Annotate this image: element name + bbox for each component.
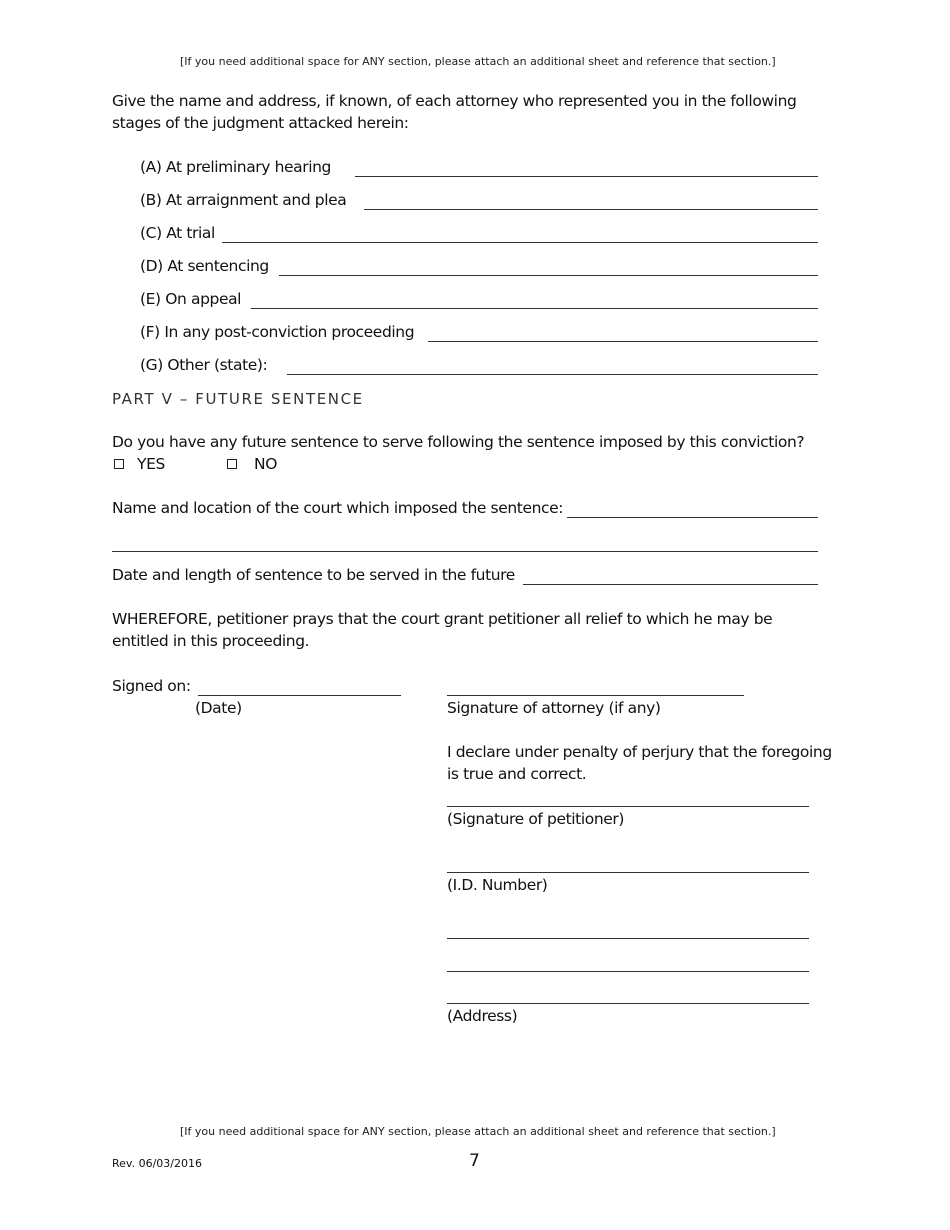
court-field[interactable] [567, 517, 818, 518]
intro-line-2: stages of the judgment attacked herein: [112, 114, 409, 132]
intro-line-1: Give the name and address, if known, of each attorney who represented you in the following [112, 92, 797, 110]
stage-a-label: (A) At preliminary hearing [140, 158, 331, 176]
id-number-field[interactable] [447, 872, 809, 873]
attorney-signature-field[interactable] [447, 695, 744, 696]
stage-g-field[interactable] [287, 374, 818, 375]
wherefore-line-2: entitled in this proceeding. [112, 632, 310, 650]
address-caption: (Address) [447, 1007, 518, 1025]
stage-d-field[interactable] [279, 275, 818, 276]
stage-f-label: (F) In any post-conviction proceeding [140, 323, 415, 341]
page-number: 7 [469, 1151, 480, 1171]
signed-date-field[interactable] [198, 695, 401, 696]
court-field-continued[interactable] [112, 551, 818, 552]
address-field-1[interactable] [447, 938, 809, 939]
stage-f-field[interactable] [428, 341, 818, 342]
address-field-3[interactable] [447, 1003, 809, 1004]
date-caption: (Date) [195, 699, 242, 717]
declaration-line-2: is true and correct. [447, 765, 587, 783]
petitioner-signature-caption: (Signature of petitioner) [447, 810, 625, 828]
stage-d-label: (D) At sentencing [140, 257, 269, 275]
header-note: [If you need additional space for ANY section, please attach an additional sheet and reference that section.] [180, 55, 776, 68]
date-length-label: Date and length of sentence to be served in the future [112, 566, 515, 584]
stage-e-field[interactable] [251, 308, 818, 309]
id-number-caption: (I.D. Number) [447, 876, 548, 894]
date-length-field[interactable] [523, 584, 818, 585]
stage-c-field[interactable] [222, 242, 818, 243]
petitioner-signature-field[interactable] [447, 806, 809, 807]
yes-label: YES [137, 455, 165, 473]
court-label: Name and location of the court which imposed the sentence: [112, 499, 564, 517]
address-field-2[interactable] [447, 971, 809, 972]
yes-checkbox[interactable] [114, 459, 124, 469]
stage-b-field[interactable] [364, 209, 818, 210]
stage-a-field[interactable] [355, 176, 818, 177]
stage-c-label: (C) At trial [140, 224, 215, 242]
no-checkbox[interactable] [227, 459, 237, 469]
wherefore-line-1: WHEREFORE, petitioner prays that the court grant petitioner all relief to which he may be [112, 610, 773, 628]
future-sentence-question: Do you have any future sentence to serve following the sentence imposed by this conviction? [112, 433, 805, 451]
declaration-line-1: I declare under penalty of perjury that the foregoing [447, 743, 832, 761]
revision-date: Rev. 06/03/2016 [112, 1157, 202, 1170]
footer-note: [If you need additional space for ANY section, please attach an additional sheet and reference that section.] [180, 1125, 776, 1138]
signed-on-label: Signed on: [112, 677, 191, 695]
stage-g-label: (G) Other (state): [140, 356, 268, 374]
part-v-heading: PART V – FUTURE SENTENCE [112, 390, 364, 408]
no-label: NO [254, 455, 277, 473]
stage-b-label: (B) At arraignment and plea [140, 191, 347, 209]
stage-e-label: (E) On appeal [140, 290, 242, 308]
attorney-signature-caption: Signature of attorney (if any) [447, 699, 661, 717]
